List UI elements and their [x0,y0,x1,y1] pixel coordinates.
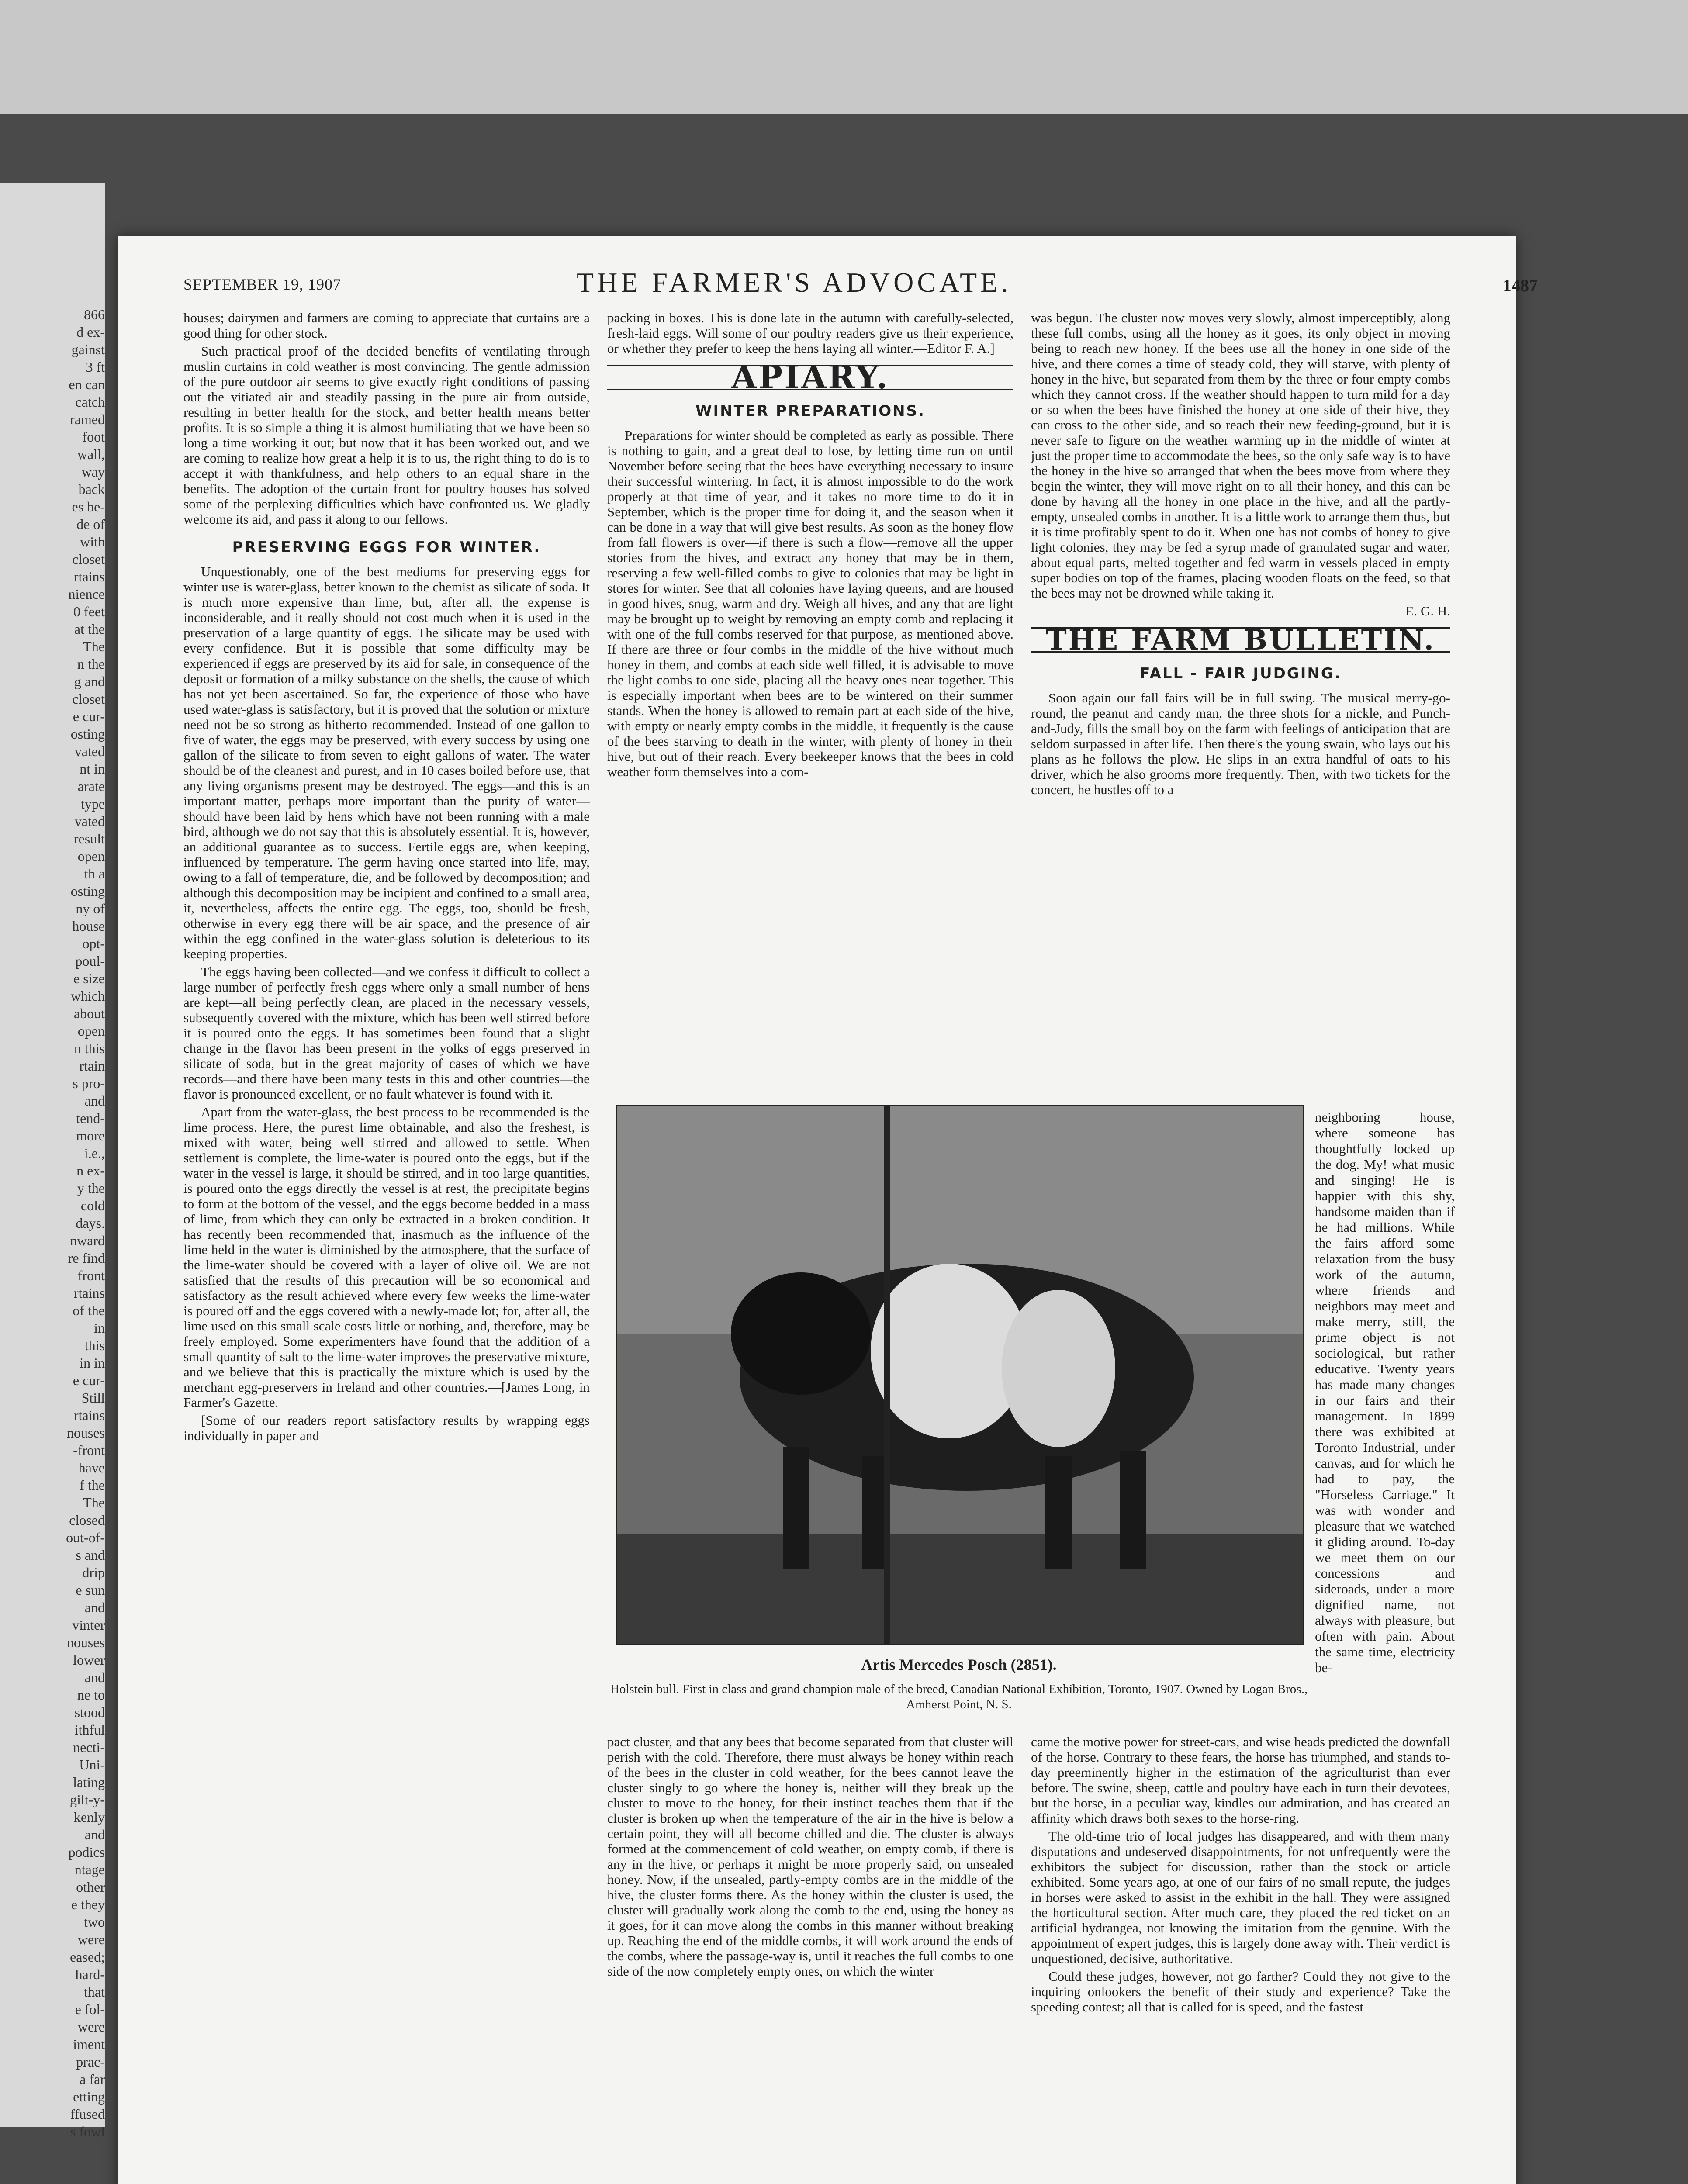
adjacent-page-fragment: rtains [73,1285,105,1301]
adjacent-page-fragment: necti- [73,1739,105,1755]
adjacent-page-fragment: that [84,1984,105,2000]
adjacent-page-fragment: s and [76,1547,105,1563]
paragraph: pact cluster, and that any bees that become separated from that cluster will perish with the cold. Therefore, there must always be honey within reach of the bees in the cluster in cold weather, for the bees cannot leave the cluster singly to go where the honey is, neither will they break up the cluster to move to the honey, for their instinct teaches them that if the cluster is broken up when the temperature of the air in the hive is below a certain point, they will all become chilled and die. The cluster is always formed at the commencement of cold weather, on empty comb, if there is any in the hive, or perhaps it might be more properly said, on unsealed honey. Now, if the unsealed, partly-empty combs are in the middle of the hive, the cluster forms there. As the honey within the cluster is used, the cluster will gradually work along the comb to the end, using the honey as it goes, for it can move along the combs in this manner without breaking up. Reaching the end of the middle combs, it will work around the ends of the combs, where the passage-way is, until it reaches the full combs to one side of the now completely empty ones, on which the winter [607,1734,1013,1979]
adjacent-page-fragment: n this [74,1040,105,1056]
paragraph: Unquestionably, one of the best mediums for preserving eggs for winter use is water-glass, better known to the chemist as silicate of soda. It is much more expensive than lime, but, after all, the expense is inconsiderable, and it really should not cost much when it is used in the preservation of a large quantity of eggs. The silicate may be used with every confidence. But it is possible that some difficulty may be experienced if eggs are preserved by its aid for sale, in consequence of the deposit or formation of a milky substance on the shells, the cause of which has not yet been ascertained. So far, the experience of those who have used water-glass is satisfactory, but it is proved that the solution or mixture need not be so strong as hitherto recommended. Instead of one gallon to five of water, the eggs may be preserved, with every success by using one gallon of the silicate to from seven to eight gallons of water. The water should be of the cleanest and purest, and in 10 cases boiled before use, that any living organisms present may be destroyed. The eggs—and this is an important matter, perhaps more important than the purity of water—should have been laid by hens which have not been running with a male bird, although we do not say that this is absolutely essential. It is, however, an additional guarantee as to success. Fertile eggs are, when keeping, influenced by temperature. The germ having once started into life, may, owing to a fall of temperature, die, and be followed by decomposition; and although this decomposition may be incipient and confined to a small area, it, nevertheless, affects the entire egg. The eggs, too, should be fresh, otherwise in every egg there will be air space, and the presence of air within the egg confined in the water-glass solution is deleterious to its keeping properties. [183,564,590,961]
adjacent-page-fragment: closed [69,1512,105,1528]
adjacent-page-fragment: with [80,534,105,549]
column-2 [607,310,1013,782]
adjacent-page-fragment: d ex- [76,324,105,340]
adjacent-page-fragment: and [84,1600,105,1615]
adjacent-page-fragment: gilt-y- [70,1792,105,1807]
section-heading: THE FARM BULLETIN. [1031,627,1450,653]
adjacent-page-fragment: ramed [70,411,105,427]
adjacent-page-fragment: n the [77,656,105,672]
adjacent-page-fragment: The [83,639,105,654]
adjacent-page-fragment: vated [74,743,105,759]
adjacent-page-fragment: osting [70,726,105,742]
adjacent-page-fragment: vated [74,813,105,829]
adjacent-page-fragment: th a [84,866,105,881]
adjacent-page-fragment: and [84,1093,105,1109]
adjacent-page-fragment: and [84,1669,105,1685]
adjacent-page-fragment: osting [70,883,105,899]
adjacent-page-fragment: about [73,1006,105,1021]
adjacent-page-fragment: were [77,1932,105,1947]
adjacent-page-fragment: open [77,1023,105,1039]
adjacent-page-fragment: 866 [84,307,105,322]
adjacent-page-fragment: ntage [74,1862,105,1877]
adjacent-page-fragment: more [76,1128,105,1144]
adjacent-page-fragment: gainst [71,342,105,357]
paragraph: Such practical proof of the decided benefits of ventilating through muslin curtains in cold weather is most convincing. The gentle admission of the pure outdoor air seems to give exactly right conditions of passing out the vitiated air and steadily passing in the pure air from outside, resulting in better health for the stock, and better health means better profits. It is so simple a thing it is almost humiliating that we have been so long a time working it out; but now that it has been worked out, and we are coming to realize how great a help it is to us, the right thing to do is to accept it with thankfulness, and help others to an equal share in the benefits. The adoption of the curtain front for poultry houses has solved some of the perplexing difficulties which have confronted us. We gladly welcome its aid, and pass it along to our fellows. [183,343,590,527]
adjacent-page-fragment: closet [72,551,105,567]
adjacent-page-fragment: e cur- [73,708,105,724]
paragraph: Soon again our fall fairs will be in full swing. The musical merry-go-round, the peanut and candy man, the three shots for a nickle, and Punch-and-Judy, fills the small boy on the farm with feelings of anticipation that are seldom surpassed in after life. Then there's the young swain, who lays out his plans as he follows the plow. He slips in an extra handful of oats to his driver, which he also grooms more frequently. Then, with two tickets for the concert, he hustles off to a [1031,690,1450,797]
column-2-continued [607,1734,1013,1981]
article-heading: FALL - FAIR JUDGING. [1140,665,1342,682]
adjacent-page-fragment: closet [72,691,105,707]
adjacent-page-fragment: wall, [77,446,105,462]
adjacent-page-fragment: ithful [74,1722,105,1738]
paragraph: neighboring house, where someone has thoughtfully locked up the dog. My! what music and singing! He is happier with this shy, handsome maiden than if he had millions. While the fairs afford some relaxation from the busy work of the autumn, where friends and neighbors may meet and make merry, still, the prime object is not sociological, but rather educative. Twenty years has made many changes in our fairs and their management. In 1899 there was exhibited at Toronto Industrial, under canvas, and for which he had to pay, the "Horseless Carriage." It was with wonder and pleasure that we watched it gliding around. To-day we meet them on our concessions and sideroads, under a more dignified name, not always with pleasure, but often with pain. About the same time, electricity be- [1315,1109,1455,1675]
publication-title: THE FARMER'S ADVOCATE. [577,267,1012,298]
adjacent-page-fragment: nouses [66,1425,105,1441]
paragraph: [Some of our readers report satisfactory results by wrapping eggs individually in paper and [183,1413,590,1443]
adjacent-page-fragment: lating [73,1774,105,1790]
adjacent-page-fragment: n ex- [76,1163,105,1178]
adjacent-page-fragment: type [80,796,105,812]
newspaper-page [118,236,1538,2184]
adjacent-page-fragment: re find [68,1250,105,1266]
signature: E. G. H. [1405,603,1450,619]
adjacent-page-edge [0,183,105,2139]
adjacent-page-fragment: poul- [75,953,105,969]
adjacent-page-fragment: Uni- [79,1757,105,1773]
adjacent-page-fragment: way [81,464,105,480]
adjacent-page-fragment: e they [71,1897,105,1912]
adjacent-page-fragment: open [77,848,105,864]
adjacent-page-fragment: prac- [76,2054,105,2070]
adjacent-page-fragment: y the [77,1180,105,1196]
adjacent-page-fragment: which [70,988,105,1004]
adjacent-page-fragment: foot [82,429,105,445]
adjacent-page-fragment: a far [80,2071,105,2087]
column-3 [1031,310,1450,800]
adjacent-page-fragment: es be- [72,499,105,515]
adjacent-page-fragment: eased; [70,1949,105,1965]
adjacent-page-fragment: two [84,1914,105,1930]
adjacent-page-fragment: i.e., [84,1145,105,1161]
adjacent-page-fragment: result [73,831,105,847]
adjacent-page-fragment: and [84,1827,105,1842]
article-heading: WINTER PREPARATIONS. [695,402,925,420]
column-3-narrow-text [1315,1109,1455,1676]
adjacent-page-fragment: The [83,1495,105,1510]
adjacent-page-fragment: nward [70,1233,105,1248]
adjacent-page-fragment: tend- [76,1110,105,1126]
adjacent-page-fragment: out-of- [66,1530,105,1545]
column-3-continued [1031,1734,1450,2017]
scan-background-top [0,0,1688,114]
paragraph: packing in boxes. This is done late in the autumn with carefully-selected, fresh-laid eggs. Will some of our poultry readers give us their experience, or whether they prefer to keep the hens laying all winter.—Editor F. A.] [607,310,1013,356]
adjacent-page-fragment: nt in [80,761,105,777]
photo-illustration [617,1106,1303,1644]
page-header [183,266,1538,306]
adjacent-page-fragment: ffused [70,2106,105,2122]
photo-caption-text: Holstein bull. First in class and grand champion male of the breed, Canadian National Exhibition, Toronto, 1907. Owned by Logan Bros., Amherst Point, N. S. [610,1682,1308,1711]
adjacent-page-fragment: g and [74,674,105,689]
paragraph: Could these judges, however, not go farther? Could they not give to the inquiring onlookers the benefit of their study and experience? Take the speeding contest; all that is called for is speed, and the fastest [1031,1969,1450,2015]
adjacent-page-fragment: vinter [72,1617,105,1633]
adjacent-page-fragment: nience [68,586,105,602]
adjacent-page-fragment: cold [80,1198,105,1213]
adjacent-page-fragment: s fowl [70,2124,105,2139]
adjacent-page-fragment: de of [76,516,105,532]
adjacent-page-fragment: f the [80,1477,105,1493]
adjacent-page-fragment: Still [81,1390,105,1406]
adjacent-page-fragment: other [76,1879,105,1895]
adjacent-page-fragment: in in [80,1355,105,1371]
adjacent-page-fragment: rtain [79,1058,105,1074]
paragraph: Apart from the water-glass, the best process to be recommended is the lime process. Here, the purest lime obtainable, and also the freshest, is mixed with water, being well stirred and allowed to settle. When settlement is complete, the lime-water is poured onto the eggs, but if the water in the vessel is large, it should be stirred, and in too large quantities, is poured onto the eggs directly the vessel is at rest, the precipitate begins to form at the bottom of the vessel, and the eggs become bedded in a mass of lime, from which they can only be extracted in a broken condition. It has recently been recommended that, inasmuch as the influence of the lime held in the water is diminished by the atmosphere, that the surface of the lime-water should be covered with a layer of olive oil. We are not satisfied that the results of this precaution will be so economical and satisfactory as the result achieved where every few weeks the lime-water is poured off and the eggs covered with a newly-made lot; for, after all, the lime used on this small scale costs little or nothing, and, therefore, may be freely employed. Some experimenters have found that the addition of a small quantity of salt to the lime-water improves the preservative mixture, and we believe that this is practically the mixture which is used by the merchant egg-preservers in Ireland and other countries.—[James Long, in Farmer's Gazette. [183,1104,590,1410]
adjacent-page-fragment: nouses [66,1635,105,1650]
adjacent-page-fragment: house [72,918,105,934]
paragraph: Preparations for winter should be completed as early as possible. There is nothing to gain, and a great deal to lose, by letting time run on until November before seeing that the bees have everything necessary to insure their successful wintering. In fact, it is almost impossible to do the work properly at that time of year, and it takes no more time to do it in September, which is the proper time for doing it, and the season when it can be done in a way that will give best results. As soon as the honey flow from fall flowers is over—if there is such a flow—remove all the upper stories from the hives, and extract any honey that may be in them, reserving a few well-filled combs to give to colonies that may be light in stores for winter. See that all colonies have laying queens, and are housed in good hives, snug, warm and dry. Weigh all hives, and any that are light may be brought up to weight by removing an empty comb and replacing it with one of the full combs reserved for that purpose, as mentioned above. If there are three or four combs in the middle of the hive without much honey in them, and combs at each side well filled, it is advisable to move the light combs to one side, placing all the heavy ones near together. This is especially important when bees are to be wintered on their summer stands. When the honey is allowed to remain part at each side of the hive, with empty or nearly empty combs in the middle, it frequently is the cause of the bees starving to death in the winter, with plenty of honey in their hive, but out of their reach. Every beekeeper knows that the bees in cold weather form themselves into a com- [607,428,1013,779]
adjacent-page-fragment: iment [73,2036,105,2052]
adjacent-page-fragment: etting [73,2089,105,2105]
paragraph: houses; dairymen and farmers are coming to appreciate that curtains are a good thing for other stock. [183,310,590,341]
adjacent-page-fragment: s pro- [73,1075,105,1091]
adjacent-page-fragment: 3 ft [86,359,105,375]
adjacent-page-fragment: 0 feet [73,604,105,619]
adjacent-page-fragment: e fol- [75,2001,105,2017]
paragraph: was begun. The cluster now moves very slowly, almost imperceptibly, along these full combs, using all the honey as it goes, its only object in moving being to reach new honey. If the bees use all the honey in one side of the hive, and there comes a time of steady cold, they will starve, with plenty of honey in the hive, but separated from them by the three or four empty combs which they cannot cross. If the weather should happen to turn mild for a day or so when the bees have finished the honey at one side of their hive, they can cross to the other side, and so reach their new feeding-ground, but it is never safe to figure on the weather warming up in the middle of winter at just the proper time to accommodate the bees, so the only safe way is to have the honey in the hive so arranged that when the bees move from where they begin the winter, they will move right on to all their honey, and this can be done by having all the honey in one place in the hive, and all the partly-empty, unsealed combs in another. It is a little work to arrange them thus, but it is time profitably spent to do it. When one has not combs of honey to give light colonies, they may be fed a syrup made of granulated sugar and water, about equal parts, melted together and fed warm in vessels placed in empty super bodies on top of the frames, placing wooden floats on the feed, so that the bees may not be drowned while taking it. [1031,310,1450,601]
adjacent-page-fragment: of the [73,1303,105,1318]
adjacent-page-fragment: were [77,2019,105,2035]
paragraph: The old-time trio of local judges has disappeared, and with them many disputations and undeserved disappointments, for not unfrequently were the exhibitors the subject for discussion, rather than the stock or article exhibited. Some years ago, at one of our fairs of no small repute, the judges in horses were asked to assist in the exhibit in the hall. They were assigned the horticultural section. After much care, they placed the red ticket on an artificial hydrangea, not knowing the imitation from the genuine. With the appointment of expert judges, this is largely done away with. Their verdict is unquestioned, decisive, authoritative. [1031,1828,1450,1966]
adjacent-page-fragment: in [94,1320,105,1336]
article-heading: PRESERVING EGGS FOR WINTER. [232,539,541,556]
adjacent-page-fragment: front [77,1268,105,1283]
adjacent-page-fragment: rtains [73,569,105,584]
adjacent-page-fragment: have [78,1460,105,1476]
paragraph: came the motive power for street-cars, and wise heads predicted the downfall of the horse. Contrary to these fears, the horse has triumphed, and stands to-day preeminently higher in the estimation of the agriculturist than ever before. The swine, sheep, cattle and poultry have each in turn their devotees, but the horse, in a peculiar way, kindles our admiration, and has created an affinity which draws both sexes to the horse-ring. [1031,1734,1450,1826]
section-heading: APIARY. [607,365,1013,390]
adjacent-page-fragment: kenly [73,1809,105,1825]
adjacent-page-fragment: -front [73,1442,105,1458]
page-number: 1487 [1503,276,1538,295]
adjacent-page-fragment: e cur- [73,1372,105,1388]
photo-caption-title: Artis Mercedes Posch (2851). [861,1656,1057,1673]
adjacent-page-fragment: days. [76,1215,105,1231]
adjacent-page-fragment: this [84,1337,105,1353]
adjacent-page-fragment: podics [68,1844,105,1860]
adjacent-page-fragment: opt- [82,936,105,951]
adjacent-page-fragment: stood [74,1704,105,1720]
holstein-bull-photo [616,1105,1304,1645]
adjacent-page-fragment: catch [75,394,105,410]
adjacent-page-fragment: at the [74,621,105,637]
adjacent-page-fragment: rtains [73,1407,105,1423]
adjacent-page-fragment: e sun [76,1582,105,1598]
adjacent-page-fragment: hard- [75,1966,105,1982]
paragraph: The eggs having been collected—and we confess it difficult to collect a large number of perfectly fresh eggs where only a small number of hens are kept—all being perfectly clean, are placed in the necessary vessels, subsequently covered with the mixture, which has been well stirred before it is poured onto the eggs. It has sometimes been found that a slight change in the flavor has been present in the yolks of eggs preserved in silicate of soda, but in the great majority of cases of which we have records—and there have been many tests in this and other countries—the flavor is pronounced excellent, or no fault whatever is found with it. [183,964,590,1102]
adjacent-page-fragment: e size [73,971,105,986]
adjacent-page-fragment: en can [69,377,105,392]
adjacent-page-fragment: lower [73,1652,105,1668]
adjacent-page-fragment: arate [77,778,105,794]
issue-date: SEPTEMBER 19, 1907 [183,276,342,293]
adjacent-page-fragment: ny of [76,901,105,916]
adjacent-page-fragment: drip [82,1565,105,1580]
column-1 [183,310,590,1446]
adjacent-page-fragment: ne to [77,1687,105,1703]
adjacent-page-fragment: back [78,481,105,497]
